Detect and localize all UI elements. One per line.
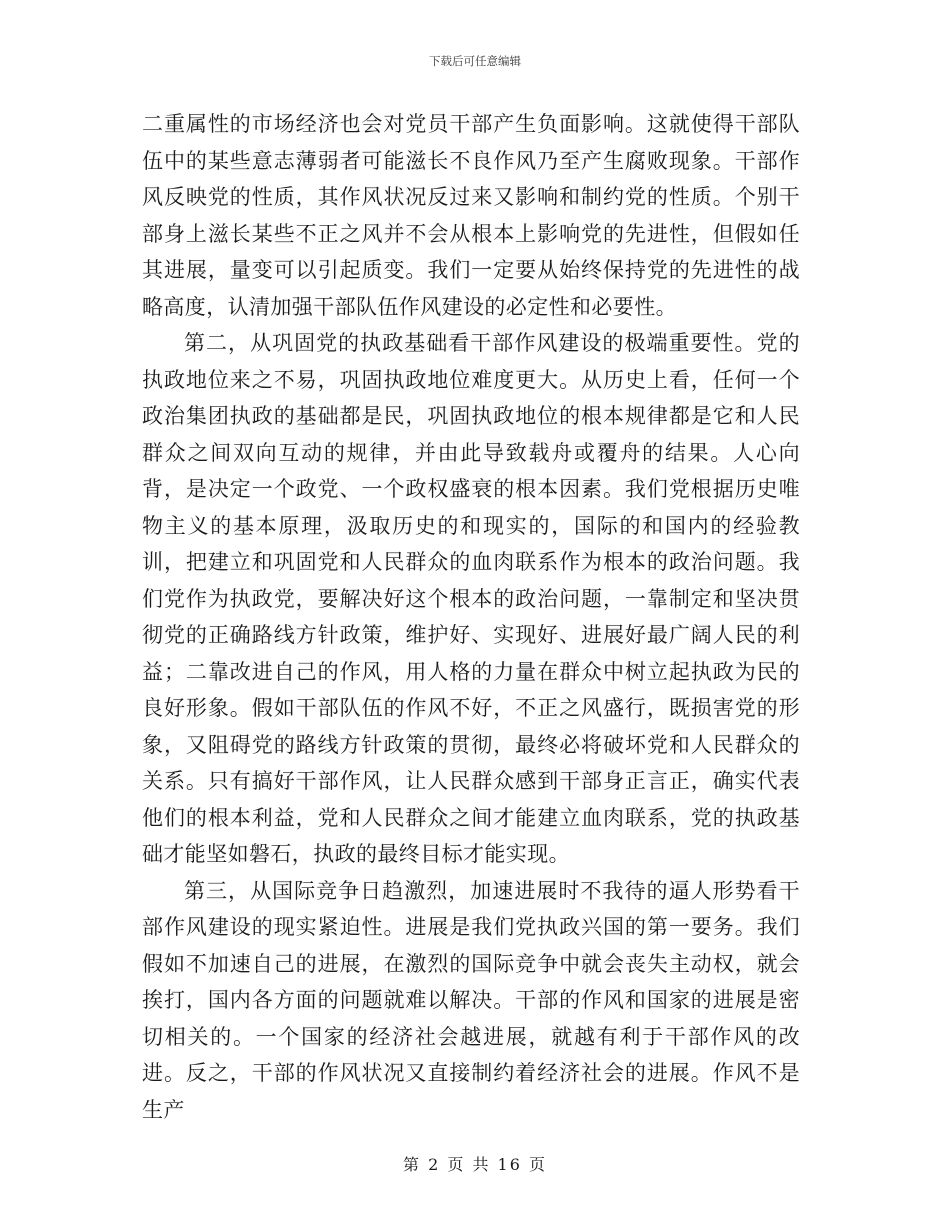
document-body bbox=[142, 106, 800, 1128]
paragraph-1: 二重属性的市场经济也会对党员干部产生负面影响。这就使得干部队伍中的某些意志薄弱者可能滋长不良作风乃至产生腐败现象。干部作风反映党的性质，其作风状况反过来又影响和制约党的性质。个别干部身上滋长某些不正之风并不会从根本上影响党的先进性，但假如任其进展，量变可以引起质变。我们一定要从始终保持党的先进性的战略高度，认清加强干部队伍作风建设的必定性和必要性。 bbox=[142, 112, 800, 319]
page-header: 下载后可任意编辑 bbox=[429, 54, 521, 68]
paragraph-2: 第二，从巩固党的执政基础看干部作风建设的极端重要性。党的执政地位来之不易，巩固执政地位难度更大。从历史上看，任何一个政治集团执政的基础都是民，巩固执政地位的根本规律都是它和人民群众之间双向互动的规律，并由此导致载舟或覆舟的结果。人心向背，是决定一个政党、一个政权盛衰的根本因素。我们党根据历史唯物主义的基本原理，汲取历史的和现实的，国际的和国内的经验教训，把建立和巩固党和人民群众的血肉联系作为根本的政治问题。我们党作为执政党，要解决好这个根本的政治问题，一靠制定和坚决贯彻党的正确路线方针政策，维护好、实现好、进展好最广阔人民的利益；二靠改进自己的作风，用人格的力量在群众中树立起执政为民的良好形象。假如干部队伍的作风不好，不正之风盛行，既损害党的形象，又阻碍党的路线方针政策的贯彻，最终必将破坏党和人民群众的关系。只有搞好干部作风，让人民群众感到干部身正言正，确实代表他们的根本利益，党和人民群众之间才能建立血肉联系，党的执政基础才能坚如磐石，执政的最终目标才能实现。 bbox=[142, 331, 800, 866]
page-footer: 第 2 页 共 16 页 bbox=[403, 1155, 547, 1174]
paragraph-3: 第三，从国际竞争日趋激烈，加速进展时不我待的逼人形势看干部作风建设的现实紧迫性。进展是我们党执政兴国的第一要务。我们假如不加速自己的进展，在激烈的国际竞争中就会丧失主动权，就会挨打，国内各方面的问题就难以解决。干部的作风和国家的进展是密切相关的。一个国家的经济社会越进展，就越有利于干部作风的改进。反之，干部的作风状况又直接制约着经济社会的进展。作风不是生产 bbox=[142, 878, 800, 1122]
